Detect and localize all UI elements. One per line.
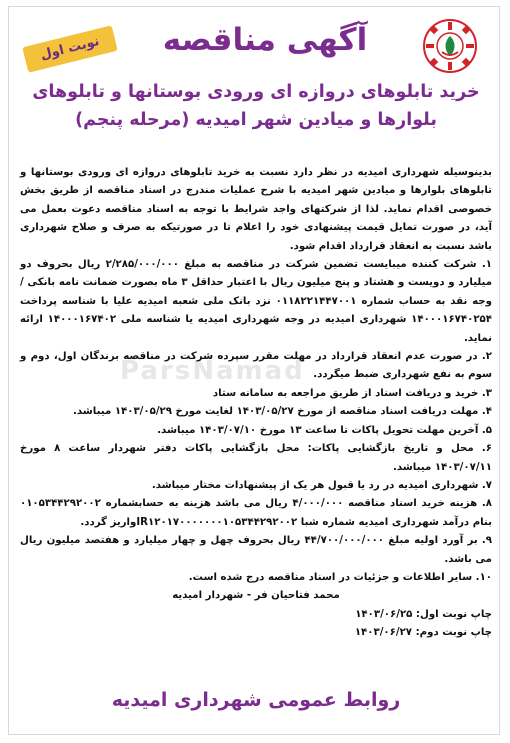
notice-subtitle — [18, 78, 494, 134]
clause-8: ۸. هزینه خرید اسناد مناقصه ۴/۰۰۰/۰۰۰ ریال می باشد هزینه به حسابشماره ۰۱۰۵۳۴۴۲۹۲۰۰۲ بنام درآمد شهرداری امیدیه شماره شبا IR۱۲۰۱۷۰۰۰۰۰۰۰۱۰۵۳۴۴۲۹۲۰۰۲واریز گردد. — [20, 498, 492, 528]
clause-7: ۷. شهرداری امیدیه در رد یا قبول هر یک از پیشنهادات مختار میباشد. — [151, 479, 492, 491]
municipality-logo-icon — [422, 18, 478, 74]
public-relations-footer: روابط عمومی شهرداری امیدیه — [111, 689, 401, 711]
clause-10: ۱۰. سایر اطلاعات و جزئیات در اسناد مناقصه درج شده است. — [188, 571, 492, 583]
print-date-first: چاپ نوبت اول: ۱۴۰۳/۰۶/۲۵ — [355, 608, 492, 620]
clause-2: ۲. در صورت عدم انعقاد قرارداد در مهلت مقرر سپرده شرکت در مناقصه برندگان اول، دوم و سوم به نفع شهرداری ضبط میگردد. — [20, 351, 492, 381]
notice-title: آگهی مناقصه — [162, 22, 368, 58]
clause-6: ۶. محل و تاریخ بازگشایی پاکات: محل بازگشایی پاکات دفتر شهردار ساعت ۸ مورخ ۱۴۰۳/۰۷/۱۱ میباشد. — [20, 443, 492, 473]
print-date-second: چاپ نوبت دوم: ۱۴۰۳/۰۶/۲۷ — [354, 627, 492, 639]
notice-body — [20, 164, 492, 643]
subtitle-line-2: بلوارها و میادین شهر امیدیه (مرحله پنجم) — [75, 110, 437, 130]
signature: محمد فتاحیان فر - شهردار امیدیه — [172, 590, 340, 602]
clause-1: ۱. شرکت کننده میبایست تضمین شرکت در مناقصه به مبلغ ۲/۲۸۵/۰۰۰/۰۰۰ ریال بحروف دو میلیارد و دویست و هشتاد و پنج میلیون ریال با اعتبار حداقل ۳ ماه بصورت ضمانت نامه بانکی /وجه نقد به حساب شماره ۰۱۱۸۲۲۱۴۴۷۰۰۱ نزد بانک ملی شعبه امیدیه علیا با شناسه پرداخت ۱۴۰۰۰۱۶۷۴۰۲۵۴ شهرداری امیدیه در وجه شهرداری امیدیه یا شناسه ملی ۱۴۰۰۰۱۶۷۴۰۲ ارائه نماید. — [20, 259, 493, 344]
clause-5: ۵. آخرین مهلت تحویل پاکات تا ساعت ۱۳ مورخ ۱۴۰۳/۰۷/۱۰ میباشد. — [157, 424, 492, 436]
clause-4: ۴. مهلت دریافت اسناد مناقصه از مورخ ۱۴۰۳/۰۵/۲۷ لغایت مورخ ۱۴۰۳/۰۵/۲۹ میباشد. — [73, 406, 492, 418]
first-publication-badge: نوبت اول — [22, 25, 118, 72]
watermark: ParsNamad — [120, 356, 305, 386]
clause-9: ۹. بر آورد اولیه مبلغ ۴۴/۷۰۰/۰۰۰/۰۰۰ ریال بحروف چهل و چهار میلیارد و هفتصد میلیون ریال می باشد. — [20, 535, 492, 565]
subtitle-line-1: خرید تابلوهای دروازه ای ورودی بوستانها و تابلوهای — [32, 82, 480, 102]
intro-paragraph: بدینوسیله شهرداری امیدیه در نظر دارد نسبت به خرید تابلوهای دروازه ای ورودی بوستانها و تابلوهای بلوارها و میادین شهر امیدیه با شرح عملیات مندرج در اسناد مناقصه از طریق بخش خصوصی اقدام نماید. لذا از شرکتهای واجد شرایط با توجه به اسناد مناقصه دعوت بعمل می آید، در صورت تمایل قیمت پیشنهادی خود را اعلام تا در صورتیکه به صرف و صلاح شهرداری باشد نسبت به انعقاد قرارداد اقدام شود. — [20, 167, 492, 252]
clause-3: ۳. خرید و دریافت اسناد از طریق مراجعه به سامانه ستاد — [212, 387, 492, 399]
